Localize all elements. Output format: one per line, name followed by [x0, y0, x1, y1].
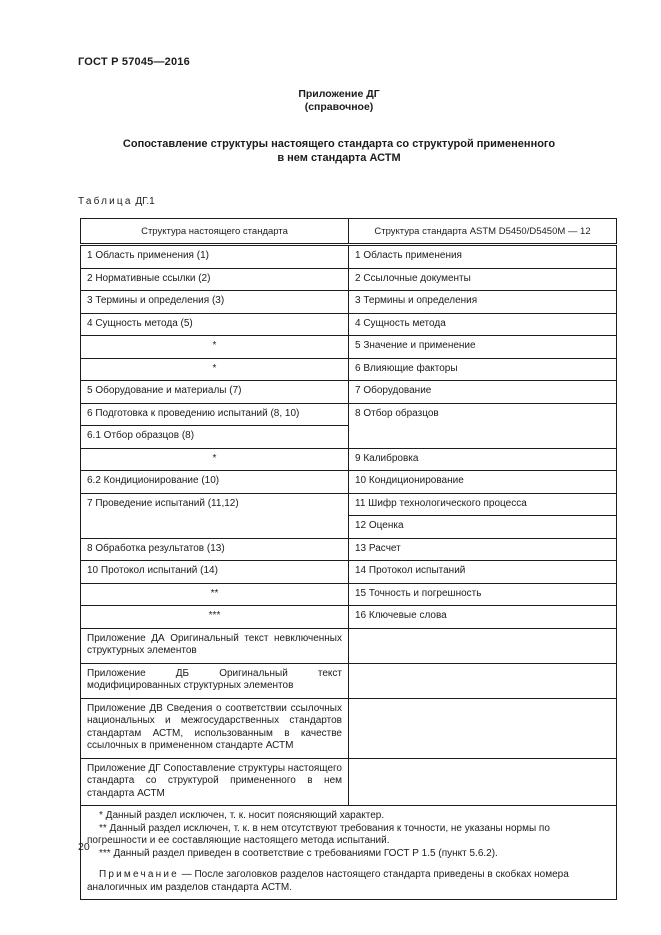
table-cell: 13 Расчет: [349, 538, 617, 561]
table-cell: *: [81, 358, 349, 381]
table-cell: Приложение ДБ Оригинальный текст модифицированных структурных элементов: [81, 663, 349, 698]
footnotes-row: [81, 806, 617, 900]
table-cell: 12 Оценка: [349, 516, 617, 539]
table-cell: ***: [81, 606, 349, 629]
table-row: [81, 448, 617, 471]
section-title: [78, 137, 600, 165]
table-cell: 16 Ключевые слова: [349, 606, 617, 629]
table-row: [81, 698, 617, 758]
table-row: [81, 583, 617, 606]
table-label: [78, 196, 155, 207]
section-title-line1: Сопоставление структуры настоящего стандарта со структурой примененного: [122, 138, 556, 150]
table-header-row: [81, 219, 617, 245]
table-cell: [349, 663, 617, 698]
appendix-type: (справочное): [304, 100, 374, 113]
table-cell: 5 Оборудование и материалы (7): [81, 381, 349, 404]
table-cell: 3 Термины и определения (3): [81, 291, 349, 314]
table-cell: 6 Подготовка к проведению испытаний (8, 10): [81, 403, 349, 426]
table-label-number: ДГ.1: [135, 196, 155, 207]
table-footnotes: [81, 806, 617, 900]
table-label-word: Таблица: [78, 196, 133, 207]
table-cell: 8 Отбор образцов: [349, 403, 617, 448]
table-cell: 2 Ссылочные документы: [349, 268, 617, 291]
table-row: [81, 358, 617, 381]
table-header: [81, 219, 617, 245]
footnote: ** Данный раздел исключен, т. к. в нем отсутствуют требования к точности, не указаны нормы по погрешности и ее составляющие настоящего метода испытаний.: [87, 822, 550, 846]
table-row: [81, 758, 617, 806]
note-label: Примечание: [99, 869, 179, 880]
table-cell: 8 Обработка результатов (13): [81, 538, 349, 561]
table-body: [81, 245, 617, 806]
table-row: [81, 403, 617, 426]
column-header-astm-standard: Структура стандарта ASTM D5450/D5450M — 12: [349, 219, 617, 245]
table-cell: 6.1 Отбор образцов (8): [81, 426, 349, 449]
table-cell: 10 Кондиционирование: [349, 471, 617, 494]
table-cell: 2 Нормативные ссылки (2): [81, 268, 349, 291]
table-row: [81, 471, 617, 494]
table-cell: 15 Точность и погрешность: [349, 583, 617, 606]
section-title-line2: в нем стандарта АСТМ: [277, 152, 401, 164]
table-cell: [349, 758, 617, 806]
table-cell: 1 Область применения (1): [81, 245, 349, 269]
table-row: [81, 336, 617, 359]
table-cell: **: [81, 583, 349, 606]
footnote: *** Данный раздел приведен в соответствие с требованиями ГОСТ Р 1.5 (пункт 5.6.2).: [99, 847, 498, 859]
table-cell: 3 Термины и определения: [349, 291, 617, 314]
table-cell: 4 Сущность метода (5): [81, 313, 349, 336]
table-row: [81, 245, 617, 269]
table-cell: Приложение ДА Оригинальный текст невключенных структурных элементов: [81, 628, 349, 663]
table-row: [81, 268, 617, 291]
table-row: [81, 561, 617, 584]
table-cell: [349, 698, 617, 758]
appendix-heading: [78, 88, 600, 113]
table-cell: Приложение ДВ Сведения о соответствии ссылочных национальных и межгосударственных стандартов стандартам АСТМ, использованным в качестве ссылочных в примененном стандарте АСТМ: [81, 698, 349, 758]
table-cell: 5 Значение и применение: [349, 336, 617, 359]
appendix-label: Приложение ДГ: [298, 88, 380, 100]
table-row: [81, 538, 617, 561]
table-footer: [81, 806, 617, 900]
page-number: 20: [78, 841, 90, 853]
comparison-table: [80, 218, 617, 900]
table-cell: 6 Влияющие факторы: [349, 358, 617, 381]
table-row: [81, 313, 617, 336]
table-row: [81, 381, 617, 404]
table-note: [87, 869, 610, 894]
table-cell: 10 Протокол испытаний (14): [81, 561, 349, 584]
table-cell: 7 Оборудование: [349, 381, 617, 404]
table-row: [81, 493, 617, 516]
column-header-current-standard: Структура настоящего стандарта: [81, 219, 349, 245]
table-cell: *: [81, 448, 349, 471]
footnote: * Данный раздел исключен, т. к. носит поясняющий характер.: [99, 810, 385, 821]
table-cell: 1 Область применения: [349, 245, 617, 269]
table-cell: 7 Проведение испытаний (11,12): [81, 493, 349, 538]
table-cell: 14 Протокол испытаний: [349, 561, 617, 584]
table-cell: Приложение ДГ Сопоставление структуры настоящего стандарта со структурой примененного в нем стандарта АСТМ: [81, 758, 349, 806]
table-row: [81, 628, 617, 663]
note-text: — После заголовков разделов настоящего стандарта приведены в скобках номера аналогичных им разделов стандарта АСТМ.: [87, 869, 569, 893]
table-cell: *: [81, 336, 349, 359]
standard-code: ГОСТ Р 57045—2016: [78, 56, 190, 68]
footnote-list: [87, 810, 610, 860]
table-cell: 9 Калибровка: [349, 448, 617, 471]
table-cell: 4 Сущность метода: [349, 313, 617, 336]
table-row: [81, 291, 617, 314]
table-row: [81, 663, 617, 698]
table-cell: 11 Шифр технологического процесса: [349, 493, 617, 516]
table-cell: 6.2 Кондиционирование (10): [81, 471, 349, 494]
table-row: [81, 606, 617, 629]
table-cell: [349, 628, 617, 663]
